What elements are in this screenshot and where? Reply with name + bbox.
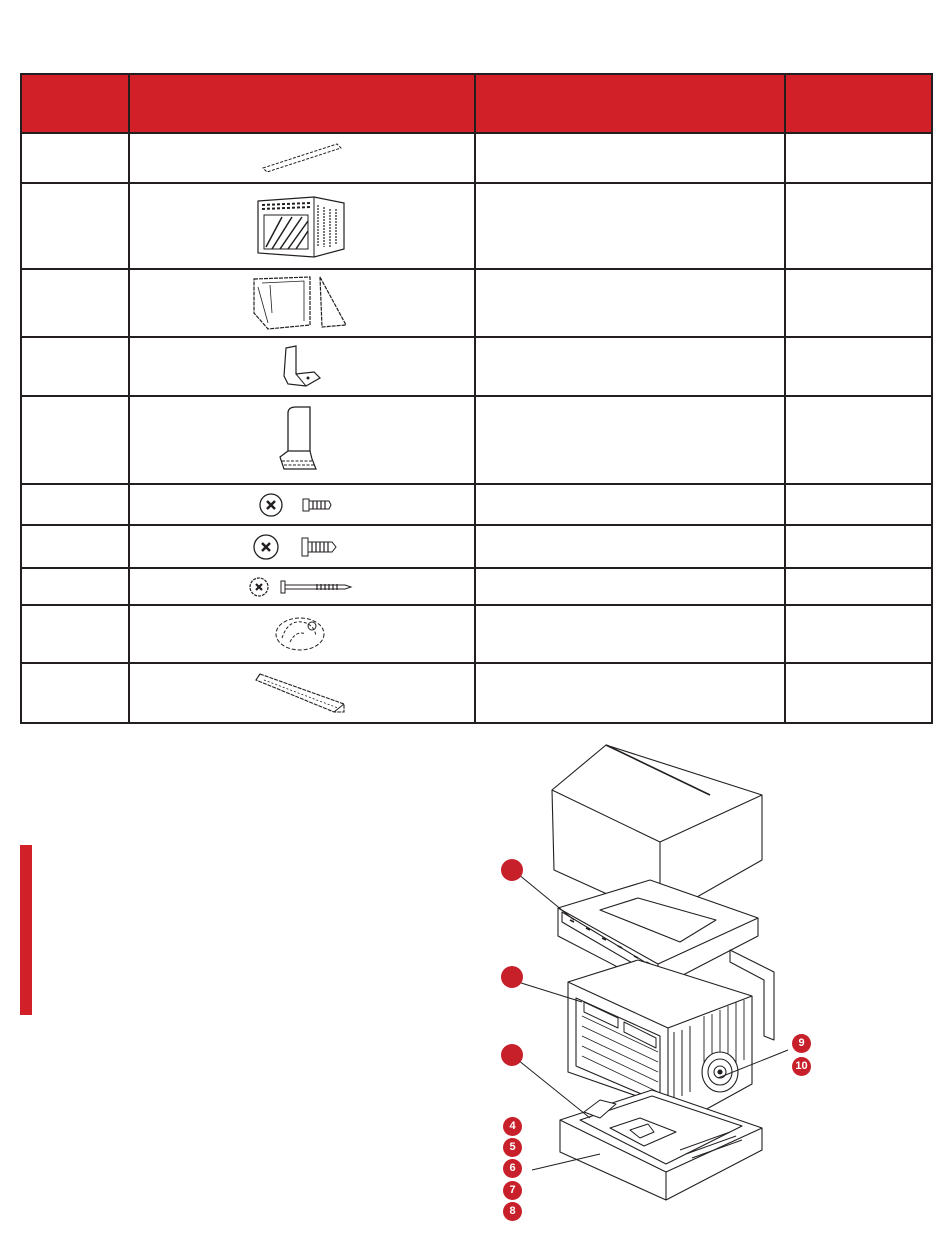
row-number-cell	[21, 484, 129, 525]
callout-4: 4	[503, 1117, 522, 1136]
part-image-cell	[129, 133, 475, 183]
part-image-cell	[129, 663, 475, 723]
table-header-row	[21, 74, 932, 133]
table-row	[21, 568, 932, 605]
sill-bracket-icon	[272, 342, 332, 392]
table-row	[21, 605, 932, 663]
callout-10: 10	[792, 1057, 811, 1076]
part-image-cell	[129, 605, 475, 663]
table-row	[21, 337, 932, 396]
description-cell	[475, 568, 785, 605]
description-cell	[475, 605, 785, 663]
callout-dot-lower	[501, 1044, 523, 1066]
description-cell	[475, 183, 785, 269]
table-row	[21, 663, 932, 723]
row-number-cell	[21, 183, 129, 269]
foam-seal-strip-icon	[252, 668, 352, 718]
header-description	[475, 74, 785, 133]
row-number-cell	[21, 133, 129, 183]
callout-7: 7	[503, 1181, 522, 1200]
row-number-cell	[21, 605, 129, 663]
bottom-foam-tray	[560, 1090, 762, 1200]
part-image-cell	[129, 396, 475, 484]
part-image-cell	[129, 337, 475, 396]
quantity-cell	[785, 337, 932, 396]
side-panels-icon	[250, 273, 354, 333]
description-cell	[475, 663, 785, 723]
part-image-cell	[129, 269, 475, 337]
callout-9: 9	[792, 1034, 811, 1053]
ac-unit-icon	[252, 191, 352, 261]
header-number	[21, 74, 129, 133]
packaging-illustration	[490, 740, 830, 1230]
callout-dot-top	[501, 859, 523, 881]
row-number-cell	[21, 269, 129, 337]
quantity-cell	[785, 183, 932, 269]
drain-elbow-icon	[270, 612, 334, 656]
row-number-cell	[21, 568, 129, 605]
row-number-cell	[21, 337, 129, 396]
quantity-cell	[785, 133, 932, 183]
exploded-packaging-diagram	[490, 740, 830, 1230]
description-cell	[475, 484, 785, 525]
window-lock-bracket-icon	[272, 405, 332, 475]
part-image-cell	[129, 568, 475, 605]
row-number-cell	[21, 663, 129, 723]
table-row	[21, 269, 932, 337]
drain-tube-icon	[257, 138, 347, 178]
part-image-cell	[129, 183, 475, 269]
callout-dot-middle	[501, 966, 523, 988]
row-number-cell	[21, 396, 129, 484]
long-screw-icon	[247, 573, 357, 601]
table-row	[21, 133, 932, 183]
quantity-cell	[785, 484, 932, 525]
table-row	[21, 183, 932, 269]
leader-line-1	[518, 874, 574, 920]
description-cell	[475, 525, 785, 568]
part-image-cell	[129, 525, 475, 568]
header-quantity	[785, 74, 932, 133]
quantity-cell	[785, 269, 932, 337]
table-row	[21, 396, 932, 484]
table-row	[21, 525, 932, 568]
section-accent-bar	[20, 845, 32, 1015]
medium-screw-icon	[252, 530, 352, 564]
callout-8: 8	[503, 1202, 522, 1221]
callout-6: 6	[503, 1159, 522, 1178]
table-row	[21, 484, 932, 525]
header-part	[129, 74, 475, 133]
callout-5: 5	[503, 1138, 522, 1157]
part-image-cell	[129, 484, 475, 525]
quantity-cell	[785, 396, 932, 484]
quantity-cell	[785, 568, 932, 605]
description-cell	[475, 133, 785, 183]
description-cell	[475, 337, 785, 396]
row-number-cell	[21, 525, 129, 568]
quantity-cell	[785, 525, 932, 568]
quantity-cell	[785, 605, 932, 663]
short-screw-icon	[257, 489, 347, 521]
parts-table	[20, 73, 933, 724]
description-cell	[475, 396, 785, 484]
quantity-cell	[785, 663, 932, 723]
description-cell	[475, 269, 785, 337]
